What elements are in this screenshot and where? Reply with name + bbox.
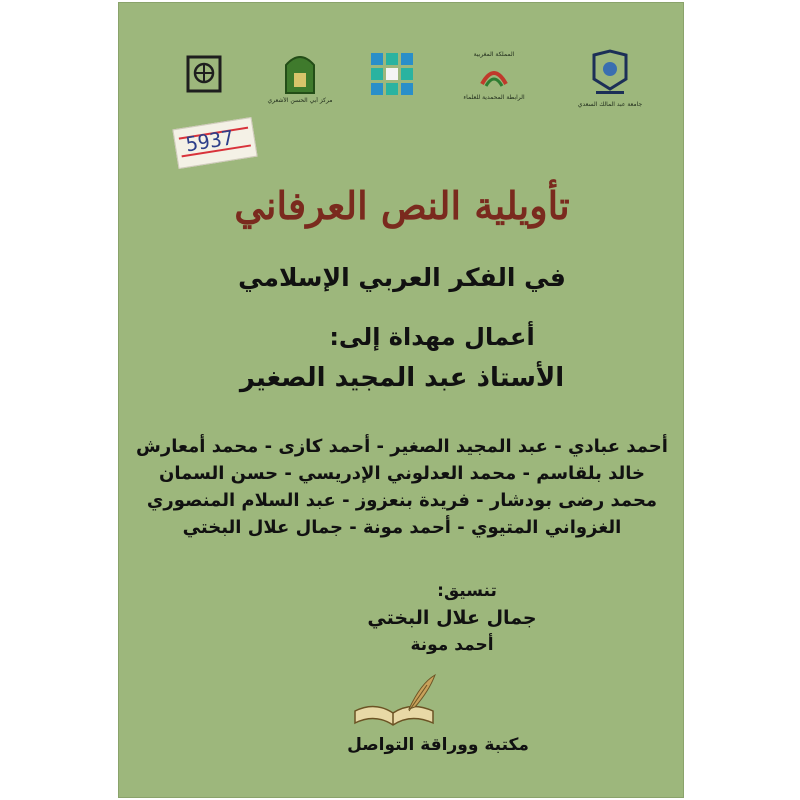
book-cover — [118, 2, 684, 798]
rabita-logo — [459, 49, 529, 121]
rabita-emblem-icon — [474, 58, 514, 92]
center-logo — [265, 49, 335, 121]
authors-line: خالد بلقاسم - محمد العدلوني الإدريسي - حسن السمان — [158, 463, 646, 484]
authors-list — [119, 433, 685, 541]
ministry-emblem-icon — [367, 49, 417, 101]
rabita-logo-caption: الرابطة المحمدية للعلماء — [463, 94, 525, 101]
university-logo — [575, 49, 645, 121]
faculty-emblem-icon — [182, 49, 226, 99]
publisher-logo — [349, 671, 439, 737]
faculty-logo — [169, 49, 239, 121]
library-number-tag — [172, 117, 257, 169]
coordinator-name: جمال علال البختي — [367, 607, 537, 629]
center-logo-caption: مركز أبي الحسن الأشعري — [267, 97, 333, 104]
book-title: تأويلية النص العرفاني — [234, 183, 570, 228]
rabita-logo-top-caption: المملكة المغربية — [473, 51, 515, 58]
university-emblem-icon — [588, 49, 632, 99]
authors-line: أحمد عبادي - عبد المجيد الصغير - أحمد كازى - محمد أمعارش — [136, 436, 668, 457]
center-emblem-icon — [280, 49, 320, 95]
dedication-heading: أعمال مهداة إلى: — [329, 323, 535, 351]
authors-line: محمد رضى بودشار - فريدة بنعزوز - عبد السلام المنصوري — [146, 490, 658, 511]
coordinator-name: أحمد مونة — [410, 635, 494, 655]
university-logo-caption: جامعة عبد المالك السعدي — [577, 101, 643, 108]
coordination-heading: تنسيق: — [437, 581, 497, 601]
authors-line: الغزواني المتيوي - أحمد مونة - جمال علال البختي — [182, 517, 622, 538]
ministry-logo — [357, 49, 427, 121]
dedication-name: الأستاذ عبد المجيد الصغير — [239, 363, 565, 393]
open-book-quill-icon — [349, 671, 439, 733]
handwritten-number: 5937 — [184, 125, 236, 157]
book-subtitle: في الفكر العربي الإسلامي — [238, 263, 566, 292]
publisher-name: مكتبة ووراقة التواصل — [347, 735, 529, 755]
